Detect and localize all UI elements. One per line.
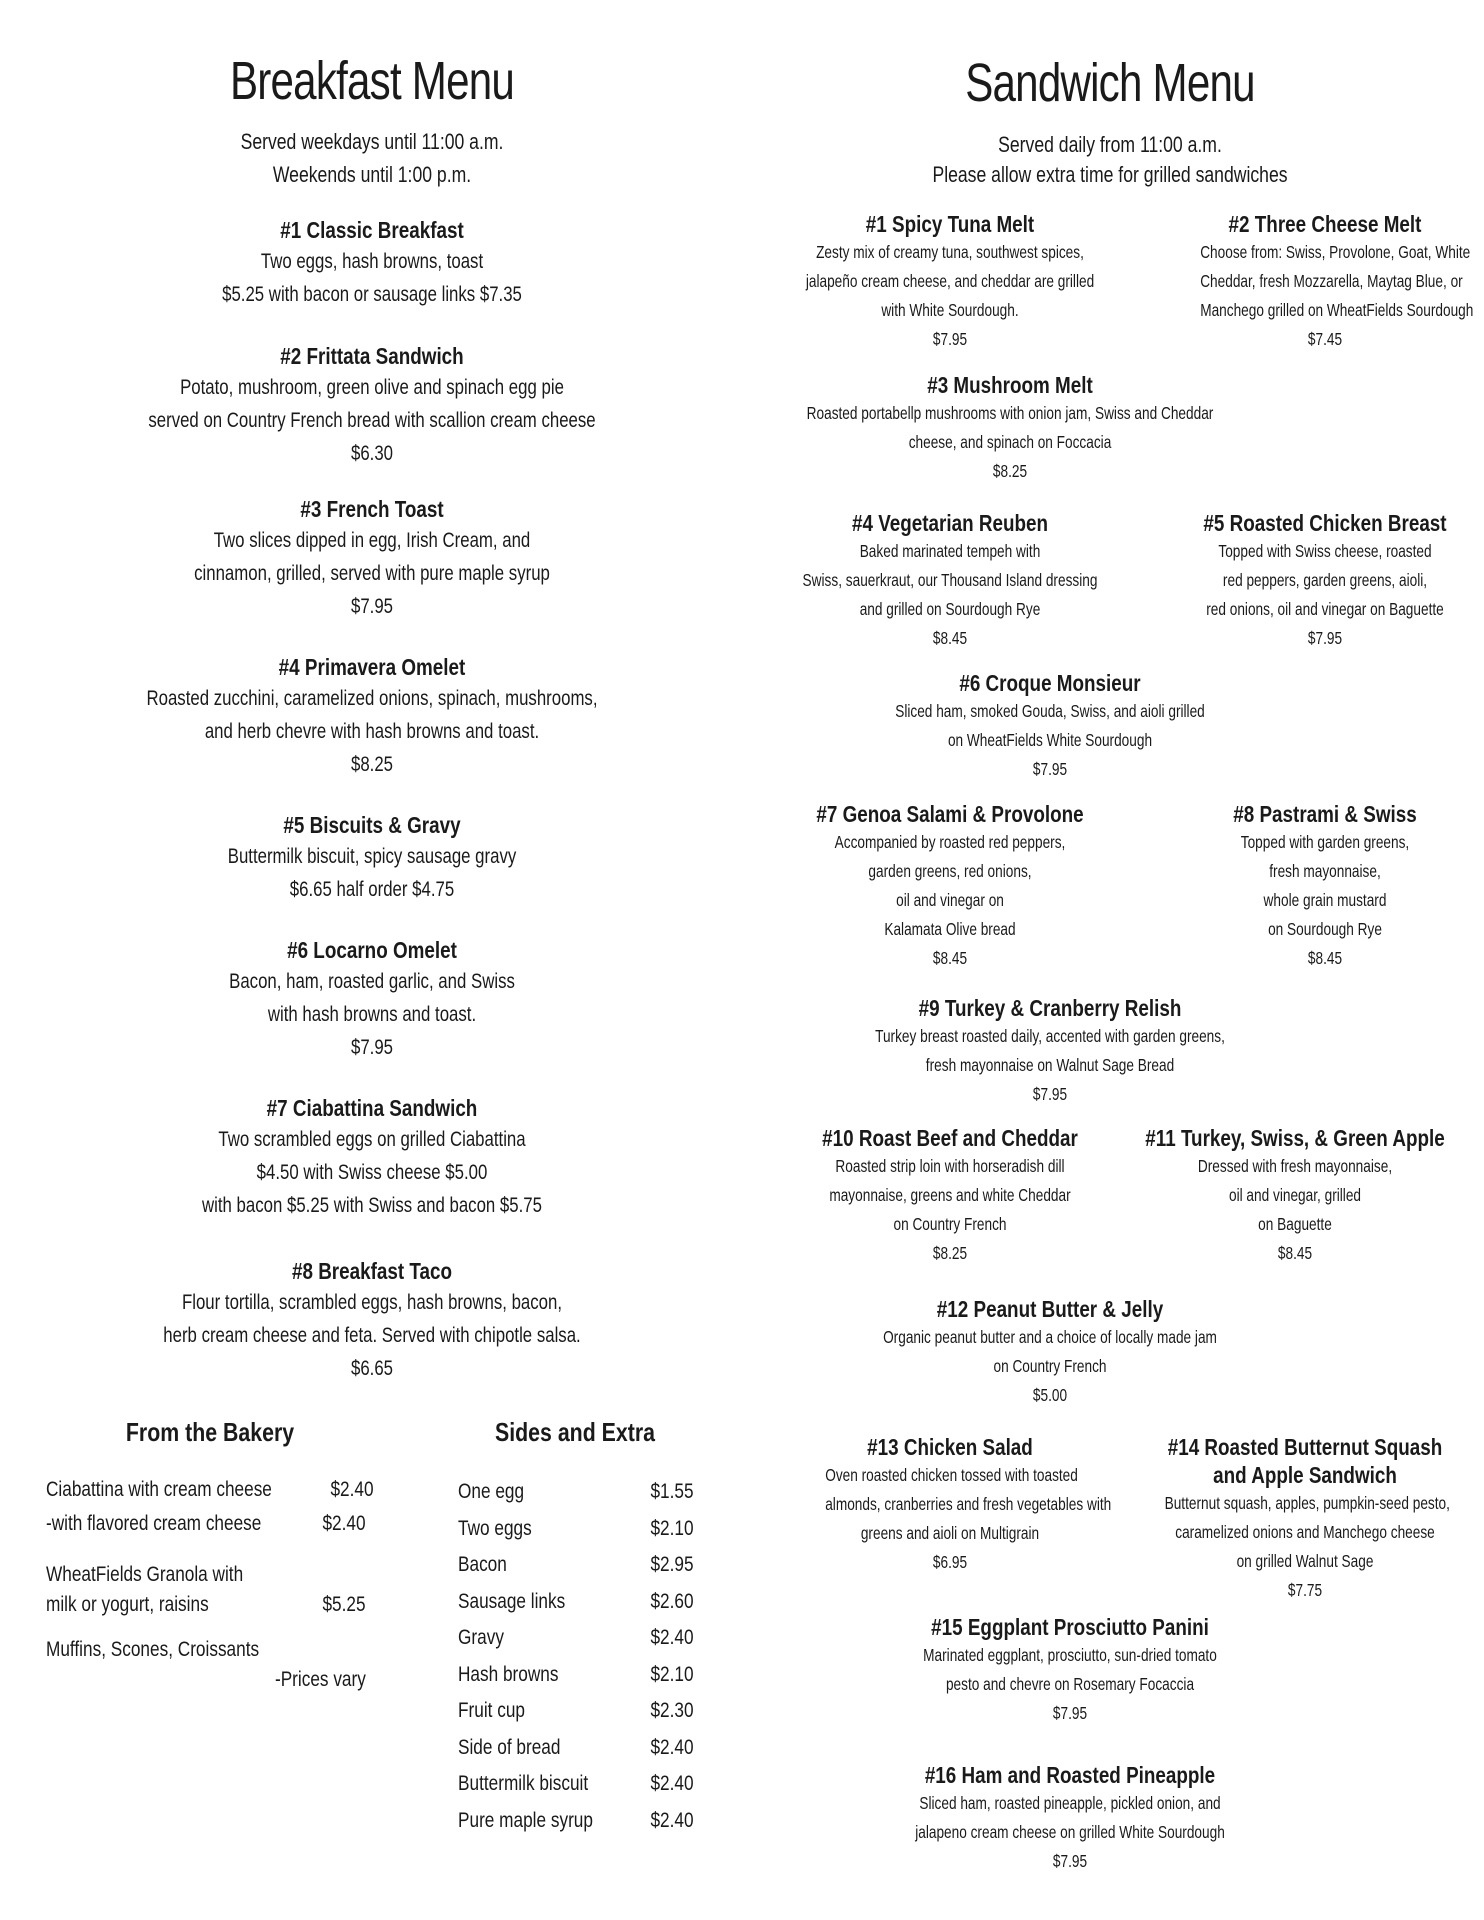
side-item-label: Buttermilk biscuit — [458, 1772, 589, 1795]
item-description: oil and vinegar on — [896, 890, 1004, 910]
item-description: Kalamata Olive bread — [884, 919, 1016, 939]
item-description: on grilled Walnut Sage — [1236, 1551, 1374, 1571]
item-description: Accompanied by roasted red peppers, — [834, 832, 1066, 852]
item-description: on Sourdough Rye — [1268, 919, 1382, 939]
side-item-price: $2.40 — [650, 1808, 694, 1832]
side-item-label: One egg — [458, 1480, 525, 1503]
item-description: almonds, cranberries and fresh vegetables with — [825, 1494, 1112, 1514]
sandwich-item — [790, 1295, 1310, 1410]
item-name: #7 Ciabattina Sandwich — [266, 1095, 478, 1121]
bakery-row — [46, 1478, 375, 1502]
sandwich-item — [830, 1613, 1310, 1728]
item-price: $7.95 — [1052, 1851, 1088, 1871]
side-item-price: $2.95 — [650, 1553, 694, 1576]
item-price: $7.95 — [1032, 759, 1068, 779]
item-description: Manchego grilled on WheatFields Sourdough — [1200, 300, 1474, 320]
item-name: #2 Frittata Sandwich — [280, 343, 464, 369]
item-description: Dressed with fresh mayonnaise, — [1197, 1156, 1393, 1176]
item-description: Roasted zucchini, caramelized onions, spinach, mushrooms, — [146, 687, 598, 710]
item-description: Flour tortilla, scrambled eggs, hash browns, bacon, — [181, 1291, 563, 1314]
item-name: #3 Mushroom Melt — [927, 372, 1093, 398]
item-price: $7.95 — [1307, 628, 1343, 648]
bakery-item-label: Ciabattina with cream cheese — [46, 1478, 272, 1501]
breakfast-item — [62, 1256, 682, 1385]
item-description: Baked marinated tempeh with — [859, 541, 1041, 561]
bakery-heading: From the Bakery — [125, 1417, 295, 1447]
item-description: Bacon, ham, roasted garlic, and Swiss — [229, 970, 515, 993]
sandwich-hours: Served daily from 11:00 a.m. — [998, 132, 1222, 157]
bakery-item-price: $2.40 — [330, 1478, 375, 1501]
item-name: #13 Chicken Salad — [867, 1434, 1033, 1460]
side-item-price: $2.40 — [650, 1772, 694, 1795]
sandwich-item — [1165, 210, 1484, 354]
sandwich-item — [1165, 800, 1484, 973]
item-description: herb cream cheese and feta. Served with chipotle salsa. — [163, 1324, 581, 1347]
sandwich-item — [790, 1433, 1110, 1577]
bakery-row — [46, 1563, 366, 1587]
item-name: #6 Croque Monsieur — [959, 670, 1141, 696]
item-description: greens and aioli on Multigrain — [860, 1523, 1040, 1543]
breakfast-item — [62, 935, 682, 1064]
item-description: Topped with Swiss cheese, roasted — [1218, 541, 1432, 561]
item-description: Sliced ham, smoked Gouda, Swiss, and aioli grilled — [895, 701, 1205, 721]
item-name: #3 French Toast — [300, 496, 444, 522]
side-item-price: $2.60 — [650, 1589, 694, 1613]
item-price: $6.30 — [350, 442, 394, 465]
item-description: Potato, mushroom, green olive and spinach egg pie — [180, 376, 564, 399]
bakery-row — [46, 1593, 366, 1617]
bakery-item-label: WheatFields Granola with — [46, 1563, 244, 1586]
item-name: #5 Biscuits & Gravy — [283, 812, 461, 838]
item-description: Two scrambled eggs on grilled Ciabattina — [218, 1128, 526, 1151]
sides-row — [458, 1590, 694, 1614]
breakfast-hours-weekends: Weekends until 1:00 p.m. — [272, 162, 472, 187]
item-description: Cheddar, fresh Mozzarella, Maytag Blue, or — [1200, 271, 1463, 291]
sandwich-menu-title: Sandwich Menu — [965, 53, 1255, 113]
item-description: Topped with garden greens, — [1240, 832, 1410, 852]
item-description: Marinated eggplant, prosciutto, sun-dried tomato — [923, 1645, 1217, 1665]
item-price: $6.95 — [932, 1552, 968, 1572]
sides-row — [458, 1480, 694, 1504]
breakfast-item — [62, 341, 682, 470]
item-description: Sliced ham, roasted pineapple, pickled onion, and — [919, 1793, 1221, 1813]
item-description: with White Sourdough. — [881, 300, 1019, 320]
sandwich-item — [790, 994, 1310, 1109]
item-description: mayonnaise, greens and white Cheddar — [829, 1185, 1071, 1205]
item-description: Zesty mix of creamy tuna, southwest spices, — [816, 242, 1084, 262]
item-name: #6 Locarno Omelet — [287, 937, 457, 963]
sides-row — [458, 1517, 694, 1541]
item-price: $8.45 — [932, 628, 968, 648]
item-description: on Country French — [893, 1214, 1007, 1234]
sides-row — [458, 1772, 694, 1796]
side-item-price: $2.40 — [650, 1626, 694, 1649]
sandwich-item — [1125, 1433, 1484, 1605]
bakery-row — [46, 1638, 366, 1662]
item-name: #4 Vegetarian Reuben — [851, 510, 1049, 536]
item-price: $7.95 — [1052, 1703, 1088, 1723]
item-name: #10 Roast Beef and Cheddar — [822, 1125, 1078, 1151]
side-item-label: Gravy — [458, 1626, 504, 1649]
item-description: garden greens, red onions, — [868, 861, 1032, 881]
sandwich-grill-note: Please allow extra time for grilled sandwiches — [932, 162, 1288, 187]
item-name: #4 Primavera Omelet — [278, 654, 466, 680]
bakery-row — [46, 1512, 366, 1536]
item-description: jalapeno cream cheese on grilled White Sourdough — [915, 1822, 1225, 1842]
item-description: fresh mayonnaise, — [1269, 861, 1381, 881]
item-name: #8 Breakfast Taco — [291, 1258, 453, 1284]
item-name: #2 Three Cheese Melt — [1228, 211, 1422, 237]
breakfast-item — [62, 652, 682, 781]
sandwich-item — [760, 210, 1140, 354]
sides-row — [458, 1736, 694, 1760]
item-price: $8.45 — [1277, 1243, 1313, 1263]
sides-row — [458, 1553, 694, 1577]
item-description: on Baguette — [1258, 1214, 1332, 1234]
sides-row — [458, 1663, 694, 1687]
item-description: jalapeño cream cheese, and cheddar are grilled — [805, 271, 1095, 291]
sandwich-item — [790, 669, 1310, 784]
bakery-item-label: -with flavored cream cheese — [46, 1512, 262, 1535]
sandwich-item — [1105, 1124, 1484, 1268]
sandwich-item — [830, 1761, 1310, 1876]
side-item-price: $2.10 — [650, 1662, 694, 1686]
item-price: $7.95 — [1032, 1084, 1068, 1104]
item-price: $7.95 — [350, 1036, 394, 1059]
side-item-label: Fruit cup — [458, 1699, 525, 1722]
bakery-item-price: $5.25 — [322, 1593, 366, 1616]
item-description: cinnamon, grilled, served with pure maple syrup — [194, 562, 550, 585]
item-description: Turkey breast roasted daily, accented with garden greens, — [875, 1026, 1225, 1046]
item-description: served on Country French bread with scallion cream cheese — [148, 409, 596, 432]
item-description: fresh mayonnaise on Walnut Sage Bread — [925, 1055, 1175, 1075]
sandwich-item — [760, 800, 1140, 973]
side-item-price: $2.10 — [650, 1516, 694, 1540]
item-price: $7.75 — [1287, 1580, 1323, 1600]
item-description: Two eggs, hash browns, toast — [260, 250, 484, 273]
item-description: red peppers, garden greens, aioli, — [1222, 570, 1428, 590]
side-item-price: $2.30 — [650, 1699, 694, 1722]
item-description: cheese, and spinach on Foccacia — [908, 432, 1112, 452]
item-description: red onions, oil and vinegar on Baguette — [1206, 599, 1444, 619]
item-description: Oven roasted chicken tossed with toasted — [825, 1465, 1078, 1485]
side-item-label: Pure maple syrup — [458, 1808, 593, 1832]
breakfast-hours-weekdays: Served weekdays until 11:00 a.m. — [240, 129, 504, 154]
item-description: Butternut squash, apples, pumpkin-seed pesto, — [1164, 1493, 1450, 1513]
sides-row — [458, 1626, 694, 1650]
breakfast-menu-title: Breakfast Menu — [229, 51, 515, 111]
bakery-item-price: -Prices vary — [275, 1668, 366, 1691]
item-name: #5 Roasted Chicken Breast — [1203, 510, 1447, 536]
item-description: oil and vinegar, grilled — [1228, 1185, 1362, 1205]
side-item-price: $2.40 — [650, 1735, 694, 1759]
item-description: on WheatFields White Sourdough — [947, 730, 1153, 750]
item-description: caramelized onions and Manchego cheese — [1175, 1522, 1435, 1542]
side-item-label: Side of bread — [458, 1735, 561, 1759]
bakery-item-label: milk or yogurt, raisins — [46, 1593, 209, 1616]
item-name: and Apple Sandwich — [1213, 1462, 1397, 1488]
item-name: #1 Classic Breakfast — [280, 217, 464, 243]
item-description: Swiss, sauerkraut, our Thousand Island dressing — [802, 570, 1098, 590]
item-description: Roasted strip loin with horseradish dill — [835, 1156, 1065, 1176]
item-price: $4.50 with Swiss cheese $5.00 — [256, 1161, 488, 1184]
side-item-label: Hash browns — [458, 1662, 559, 1686]
item-description: Organic peanut butter and a choice of locally made jam — [883, 1327, 1217, 1347]
side-item-label: Two eggs — [458, 1516, 532, 1540]
sides-row — [458, 1809, 694, 1833]
item-description: Choose from: Swiss, Provolone, Goat, White — [1200, 242, 1471, 262]
sides-heading: Sides and Extra — [495, 1417, 655, 1447]
item-price: $5.25 with bacon or sausage links $7.35 — [222, 283, 522, 306]
item-price: $8.25 — [932, 1243, 968, 1263]
item-name: #1 Spicy Tuna Melt — [865, 211, 1035, 237]
item-name: #8 Pastrami & Swiss — [1233, 801, 1417, 827]
breakfast-item — [62, 215, 682, 311]
item-name: #7 Genoa Salami & Provolone — [816, 801, 1084, 827]
sandwich-item — [760, 1124, 1140, 1268]
sandwich-item — [760, 509, 1140, 653]
item-name: #11 Turkey, Swiss, & Green Apple — [1145, 1125, 1445, 1151]
item-price: $8.25 — [350, 753, 394, 776]
item-price: $5.00 — [1032, 1385, 1068, 1405]
bakery-item-price: $2.40 — [322, 1512, 366, 1535]
item-description: and herb chevre with hash browns and toast. — [204, 720, 540, 743]
item-price: $6.65 — [350, 1357, 394, 1380]
bakery-row — [46, 1668, 366, 1692]
breakfast-item — [62, 1093, 682, 1222]
item-description: on Country French — [993, 1356, 1107, 1376]
side-item-label: Sausage links — [458, 1589, 566, 1613]
item-price: $8.45 — [1307, 948, 1343, 968]
item-name: #9 Turkey & Cranberry Relish — [918, 995, 1182, 1021]
item-price: $8.45 — [932, 948, 968, 968]
item-description: Two slices dipped in egg, Irish Cream, and — [213, 529, 531, 552]
item-name: #12 Peanut Butter & Jelly — [936, 1296, 1164, 1322]
sandwich-item — [710, 371, 1310, 486]
sandwich-item — [1165, 509, 1484, 653]
item-name: #16 Ham and Roasted Pineapple — [924, 1762, 1216, 1788]
breakfast-item — [62, 810, 682, 906]
side-item-label: Bacon — [458, 1553, 507, 1576]
item-description: pesto and chevre on Rosemary Focaccia — [945, 1674, 1195, 1694]
item-name: #14 Roasted Butternut Squash — [1167, 1434, 1443, 1460]
item-price: $6.65 half order $4.75 — [289, 878, 455, 901]
side-item-price: $1.55 — [650, 1480, 694, 1503]
breakfast-item — [62, 494, 682, 623]
item-price: $7.95 — [932, 329, 968, 349]
item-price: with bacon $5.25 with Swiss and bacon $5.75 — [202, 1194, 542, 1217]
item-description: and grilled on Sourdough Rye — [859, 599, 1041, 619]
item-price: $8.25 — [992, 461, 1028, 481]
item-price: $7.95 — [350, 595, 394, 618]
item-name: #15 Eggplant Prosciutto Panini — [931, 1614, 1209, 1640]
item-description: whole grain mustard — [1263, 890, 1387, 910]
item-description: Buttermilk biscuit, spicy sausage gravy — [227, 845, 517, 868]
item-price: $7.45 — [1307, 329, 1343, 349]
sides-row — [458, 1699, 694, 1723]
item-description: with hash browns and toast. — [267, 1003, 477, 1026]
item-description: Roasted portabellp mushrooms with onion jam, Swiss and Cheddar — [806, 403, 1214, 423]
bakery-item-label: Muffins, Scones, Croissants — [46, 1638, 260, 1661]
